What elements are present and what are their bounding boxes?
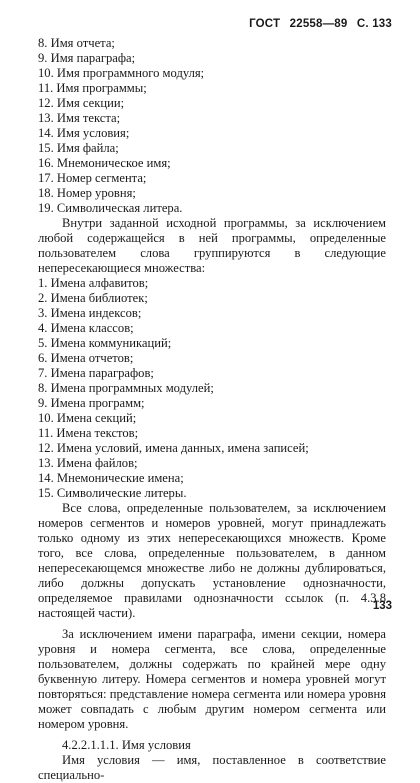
- document-body: [38, 36, 386, 783]
- list-item: 13. Имя текста;: [38, 111, 121, 125]
- standard-label: ГОСТ: [249, 18, 281, 30]
- list-item: 18. Номер уровня;: [38, 186, 136, 200]
- standard-number: 22558—89: [289, 18, 348, 30]
- name-list: [38, 36, 386, 216]
- list-item: 9. Имена программ;: [38, 396, 145, 410]
- list-item: 10. Имя программного модуля;: [38, 66, 205, 80]
- list-item: 11. Имена текстов;: [38, 426, 139, 440]
- paragraph-exceptions: За исключением имени параграфа, имени секции, номера уровня и номера сегмента, все слова, определенные пользователем, должны содержать по крайней мере одну буквенную литеру. Номера сегментов и номера уровней могут повторяться: представление номера сегмента или номера уровня может совпадать с любым другим номером сегмента или номером уровня.: [38, 627, 386, 731]
- list-item: 8. Имена программных модулей;: [38, 381, 214, 395]
- list-item: 11. Имя программы;: [38, 81, 147, 95]
- list-item: 14. Мнемонические имена;: [38, 471, 184, 485]
- list-item: 17. Номер сегмента;: [38, 171, 147, 185]
- page-number: 133: [372, 600, 392, 612]
- list-item: 7. Имена параграфов;: [38, 366, 154, 380]
- paragraph-condition-name: Имя условия — имя, поставленное в соответствие специально-: [38, 753, 386, 782]
- paragraph-word-sets: Внутри заданной исходной программы, за исключением любой содержащейся в ней программы, определенные пользователем слова группируются в следующие непересекающиеся множества:: [38, 216, 386, 275]
- header-page-label: С. 133: [356, 18, 392, 30]
- section-heading: 4.2.2.1.1.1. Имя условия: [62, 738, 191, 752]
- list-item: 12. Имя секции;: [38, 96, 125, 110]
- list-item: 9. Имя параграфа;: [38, 51, 136, 65]
- list-item: 2. Имена библиотек;: [38, 291, 148, 305]
- disjoint-sets-list: [38, 276, 386, 501]
- list-item: 16. Мнемоническое имя;: [38, 156, 171, 170]
- list-item: 13. Имена файлов;: [38, 456, 138, 470]
- list-item: 15. Имя файла;: [38, 141, 119, 155]
- list-item: 1. Имена алфавитов;: [38, 276, 149, 290]
- list-item: 5. Имена коммуникаций;: [38, 336, 172, 350]
- list-item: 6. Имена отчетов;: [38, 351, 134, 365]
- list-item: 10. Имена секций;: [38, 411, 137, 425]
- list-item: 14. Имя условия;: [38, 126, 130, 140]
- list-item: 3. Имена индексов;: [38, 306, 142, 320]
- list-item: 15. Символические литеры.: [38, 486, 187, 500]
- list-item: 8. Имя отчета;: [38, 36, 115, 50]
- page-header: [243, 18, 392, 30]
- list-item: 4. Имена классов;: [38, 321, 134, 335]
- list-item: 19. Символическая литера.: [38, 201, 183, 215]
- paragraph-uniqueness: Все слова, определенные пользователем, за исключением номеров сегментов и номеров уровней, могут принадлежать только одному из этих непересекающихся множеств. Кроме того, все слова, определенные пользователем, в данном непересекающемся множестве либо не должны дублироваться, либо должны допускать установление однозначности, определяемое правилами однозначности ссылок (п. 4.3.8 настоящей части).: [38, 501, 386, 620]
- list-item: 12. Имена условий, имена данных, имена записей;: [38, 441, 309, 455]
